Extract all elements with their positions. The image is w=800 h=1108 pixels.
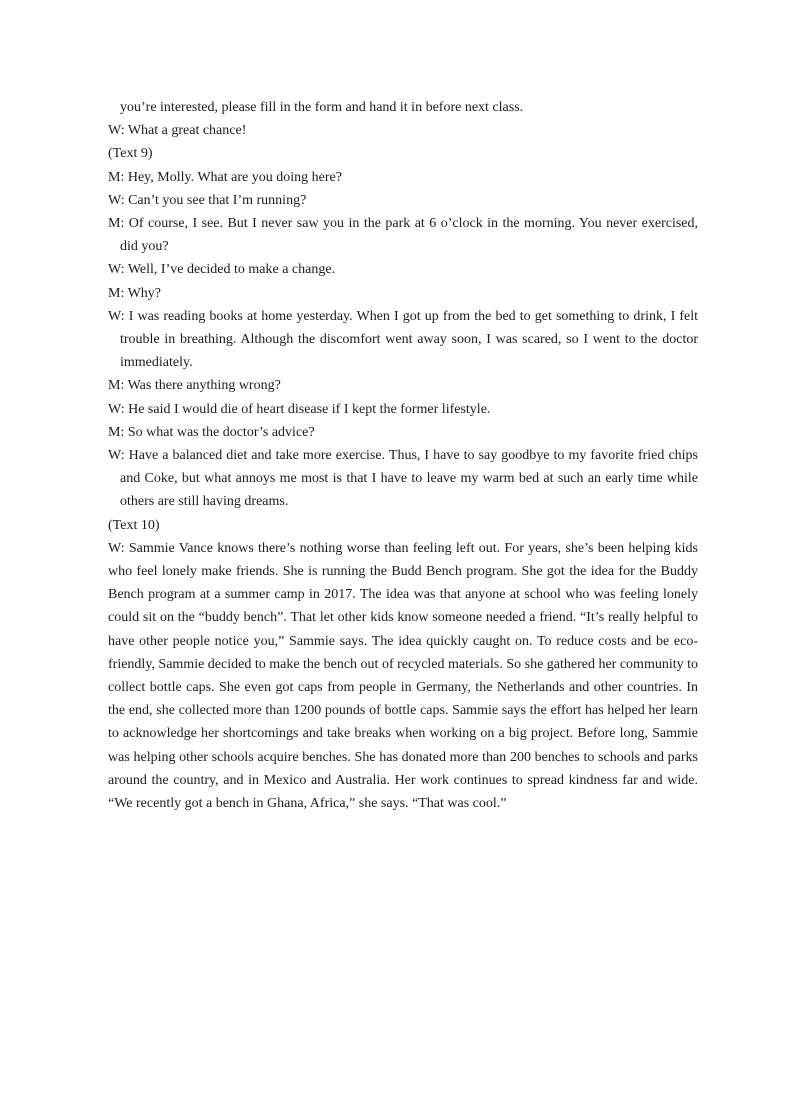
- dialogue-line: M: Was there anything wrong?: [108, 378, 281, 394]
- section-label: (Text 10): [108, 517, 160, 533]
- document-page: [108, 96, 698, 815]
- dialogue-line: W: He said I would die of heart disease if I kept the former lifestyle.: [108, 401, 491, 417]
- dialogue-line: M: Hey, Molly. What are you doing here?: [108, 169, 342, 185]
- dialogue-line: W: I was reading books at home yesterday. When I got up from the bed to get something to drink, I felt trouble in breathing. Although the discomfort went away soon, I was scared, so I went to the doctor immediately.: [108, 308, 698, 371]
- dialogue-line: M: Why?: [108, 285, 162, 301]
- dialogue-line: M: So what was the doctor’s advice?: [108, 424, 315, 440]
- dialogue-line: W: What a great chance!: [108, 123, 247, 139]
- passage-paragraph: W: Sammie Vance knows there’s nothing worse than feeling left out. For years, she’s been helping kids who feel lonely make friends. She is running the Budd Bench program. She got the idea for the Buddy Bench program at a summer camp in 2017. The idea was that anyone at school who was feeling lonely could sit on the “buddy bench”. That let other kids know someone needed a friend. “It’s really helpful to have other people notice you,” Sammie says. The idea quickly caught on. To reduce costs and be eco-friendly, Sammie decided to make the bench out of recycled materials. So she gathered her community to collect bottle caps. She even got caps from people in Germany, the Netherlands and other countries. In the end, she collected more than 1200 pounds of bottle caps. Sammie says the effort has helped her learn to acknowledge her shortcomings and take breaks when working on a big project. Before long, Sammie was helping other schools acquire benches. She has donated more than 200 benches to schools and parks around the country, and in Mexico and Australia. Her work continues to spread kindness far and wide. “We recently got a bench in Ghana, Africa,” she says. “That was cool.”: [108, 540, 699, 812]
- dialogue-line: M: Of course, I see. But I never saw you in the park at 6 o’clock in the morning. You never exercised, did you?: [108, 216, 698, 255]
- dialogue-line: W: Can’t you see that I’m running?: [108, 192, 307, 208]
- dialogue-line: W: Well, I’ve decided to make a change.: [108, 262, 336, 278]
- section-label: (Text 9): [108, 146, 153, 162]
- text-line: you’re interested, please fill in the form and hand it in before next class.: [120, 100, 524, 115]
- dialogue-line: W: Have a balanced diet and take more exercise. Thus, I have to say goodbye to my favorite fried chips and Coke, but what annoys me most is that I have to leave my warm bed at such an early time while others are still having dreams.: [108, 448, 698, 510]
